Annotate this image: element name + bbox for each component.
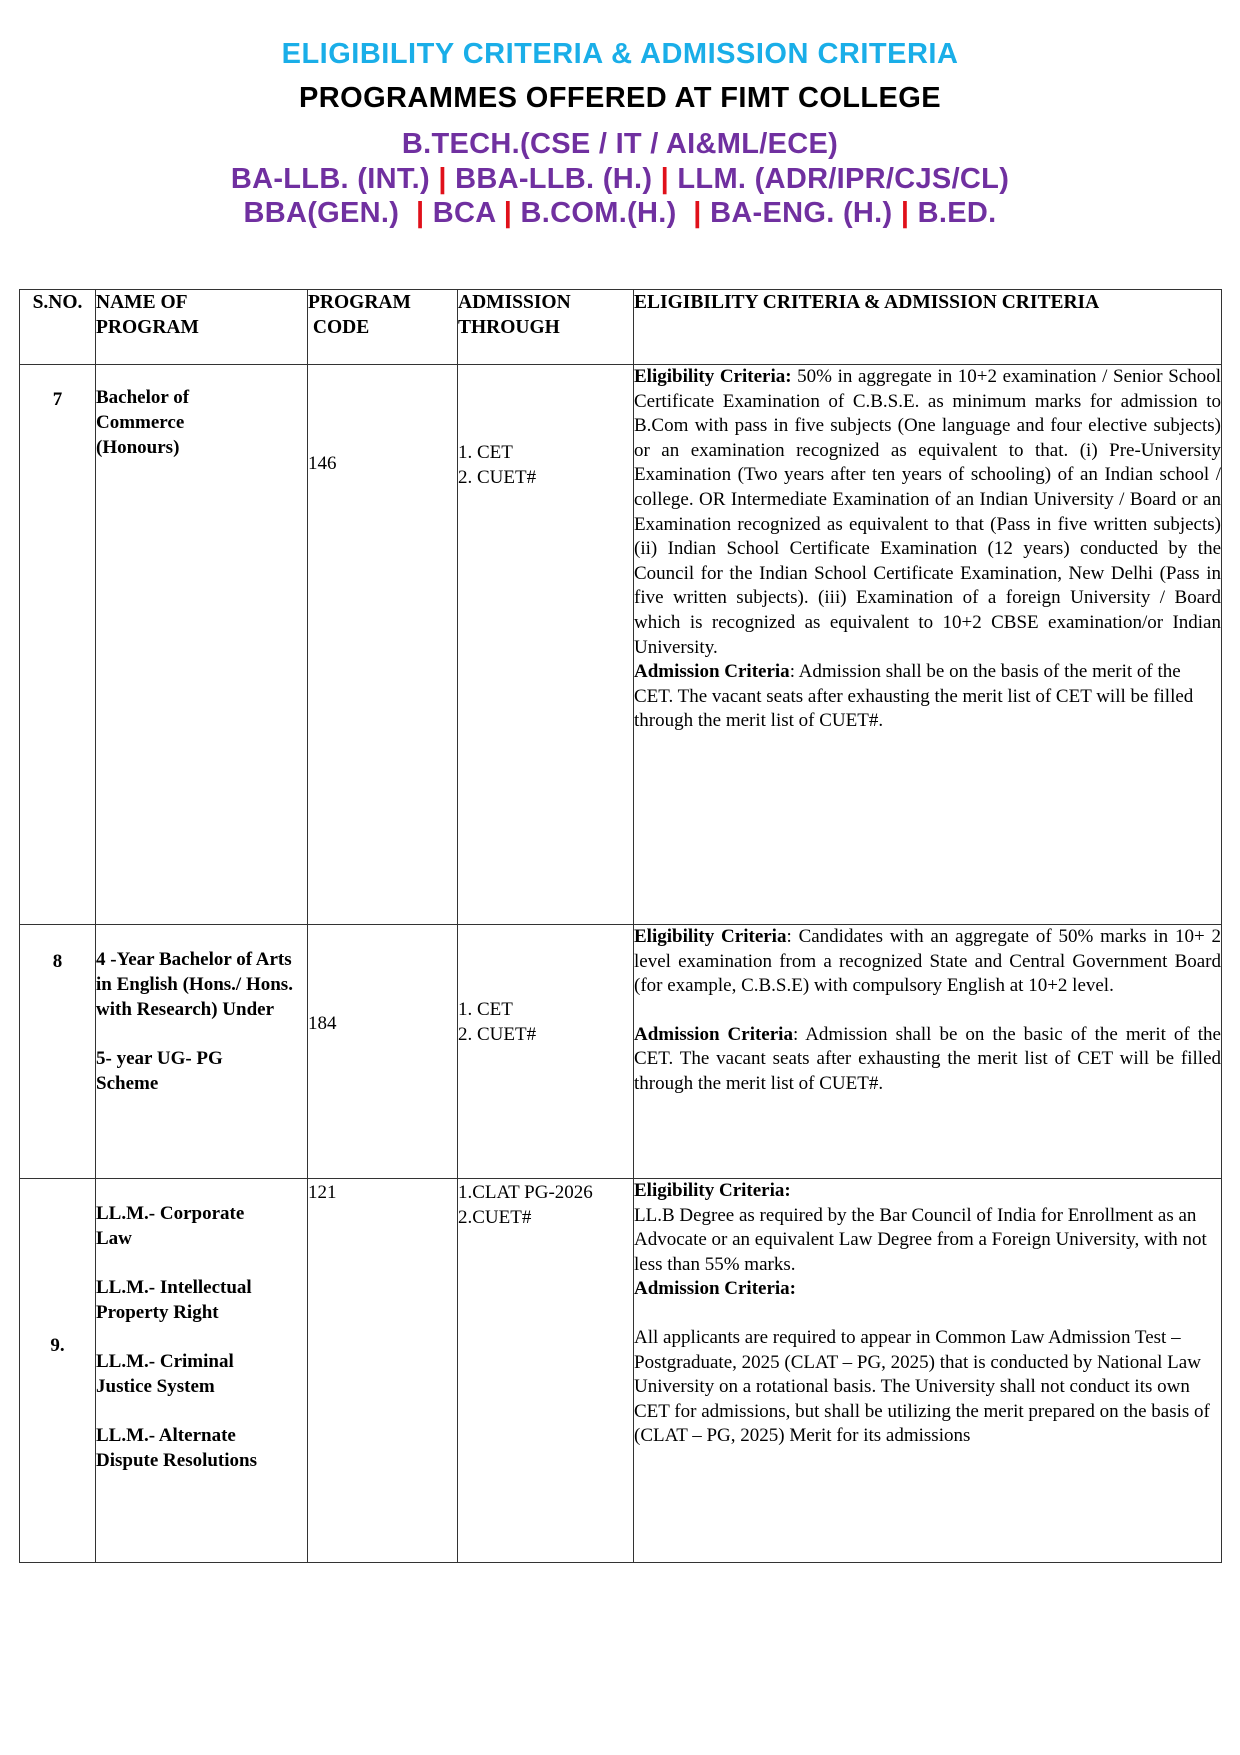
row-admission-through bbox=[458, 365, 634, 925]
separator: | bbox=[660, 163, 670, 195]
admission-item: 2. CUET# bbox=[458, 1024, 537, 1045]
programmes-line-3 bbox=[0, 197, 1240, 230]
eligibility-text: : Candidates with an aggregate of 50% marks in 10+ 2 level examination from a recognized State and Central Government Board (for example, C.B.S.E) with compulsory English at 10+2 level. bbox=[634, 926, 1221, 997]
program-code: 121 bbox=[308, 1182, 337, 1203]
row-program-code bbox=[308, 1179, 458, 1563]
program-name: LL.M.- Alternate Dispute Resolutions bbox=[96, 1425, 257, 1471]
programme-item: BBA(GEN.) bbox=[243, 197, 416, 229]
separator: | bbox=[438, 163, 447, 195]
eligibility-label: Eligibility Criteria bbox=[634, 926, 787, 947]
document-title: ELIGIBILITY CRITERIA & ADMISSION CRITERIA bbox=[281, 38, 959, 70]
programme-item: BCA bbox=[424, 197, 504, 229]
program-name: LL.M.- Criminal Justice System bbox=[96, 1351, 234, 1397]
row-program-name bbox=[96, 1179, 308, 1563]
sno-value: 7 bbox=[52, 389, 63, 410]
program-code: 146 bbox=[308, 453, 337, 474]
row-program-code bbox=[308, 365, 458, 925]
header-line: ADMISSION bbox=[458, 292, 571, 313]
separator: | bbox=[900, 197, 910, 229]
document-subtitle: PROGRAMMES OFFERED AT FIMT COLLEGE bbox=[299, 82, 941, 114]
admission-item: 1. CET bbox=[458, 999, 513, 1020]
program-name: LL.M.- Corporate Law bbox=[96, 1203, 245, 1249]
eligibility-label: Eligibility Criteria: bbox=[634, 366, 792, 387]
admission-item: 2. CUET# bbox=[458, 467, 537, 488]
table-header-row bbox=[20, 290, 1222, 365]
row-criteria bbox=[634, 925, 1222, 1179]
separator: | bbox=[693, 197, 702, 229]
column-header-code bbox=[308, 290, 458, 365]
eligibility-criteria bbox=[634, 365, 1221, 660]
eligibility-text: 50% in aggregate in 10+2 examination / Senior School Certificate Examination of C.B.S.E. as minimum marks for admission to B.Com with pass in five subjects (One language and four elective subjects) or an examination recognized as equivalent to that. (i) Pre-University Examination (Two years after ten years of schooling) of an Indian school / college. OR Intermediate Examination of an Indian University / Board or an Examination recognized as equivalent to that (Pass in five written subjects) (ii) Indian School Certificate Examination (12 years) conducted by the Council for the Indian School Certificate Examination, New Delhi (Pass in five written subjects). (iii) Examination of a foreign University / Board which is recognized as equivalent to 10+2 CBSE examination/or Indian University. bbox=[634, 366, 1221, 658]
program-name: Bachelor of Commerce (Honours) bbox=[96, 387, 190, 458]
program-name: 5- year UG- PG Scheme bbox=[96, 1048, 223, 1094]
admission-criteria bbox=[634, 1023, 1221, 1097]
programme-item: B.COM.(H.) bbox=[512, 197, 694, 229]
row-sno bbox=[20, 365, 96, 925]
program-name: 4 -Year Bachelor of Arts in English (Hons./ Hons. with Research) Under bbox=[96, 949, 293, 1020]
eligibility-criteria bbox=[634, 925, 1221, 999]
admission-label: Admission Criteria bbox=[634, 661, 790, 683]
programme-item: BA-LLB. (INT.) bbox=[230, 163, 439, 195]
program-code: 184 bbox=[308, 1013, 337, 1034]
header-line: NAME OF bbox=[96, 292, 188, 313]
admission-criteria bbox=[634, 660, 1221, 734]
admission-text: : Admission shall be on the basis of the merit of the CET. The vacant seats after exhausting the merit list of CET will be filled through the merit list of CUET#. bbox=[634, 661, 1194, 732]
programme-item: B.ED. bbox=[909, 197, 997, 229]
column-header-sno: S.NO. bbox=[20, 290, 96, 365]
admission-item: 2.CUET# bbox=[458, 1207, 532, 1228]
row-criteria bbox=[634, 1179, 1222, 1563]
program-name: LL.M.- Intellectual Property Right bbox=[96, 1277, 252, 1323]
separator: | bbox=[415, 197, 425, 229]
programmes-table bbox=[19, 289, 1222, 1563]
eligibility-label: Eligibility Criteria: bbox=[634, 1180, 791, 1201]
admission-text: : Admission shall be on the basic of the merit of the CET. The vacant seats after exhausting the merit list of CET will be filled through the merit list of CUET#. bbox=[634, 1023, 1221, 1094]
row-admission-through bbox=[458, 1179, 634, 1563]
admission-item: 1. CET bbox=[458, 442, 513, 463]
column-header-criteria: ELIGIBILITY CRITERIA & ADMISSION CRITERIA bbox=[634, 290, 1222, 365]
table-row bbox=[20, 365, 1222, 925]
header-line: CODE bbox=[308, 317, 370, 338]
admission-text: All applicants are required to appear in Common Law Admission Test – Postgraduate, 2025 (CLAT – PG, 2025) that is conducted by National Law University on a rotational basis. The University shall not conduct its own CET for admissions, but shall be utilizing the merit prepared on the basis of (CLAT – PG, 2025) Merit for its admissions bbox=[634, 1326, 1210, 1447]
column-header-name bbox=[96, 290, 308, 365]
column-header-admission bbox=[458, 290, 634, 365]
row-program-name bbox=[96, 925, 308, 1179]
row-admission-through bbox=[458, 925, 634, 1179]
header-line: PROGRAM bbox=[308, 292, 411, 313]
admission-item: 1.CLAT PG-2026 bbox=[458, 1182, 593, 1203]
table-row bbox=[20, 1179, 1222, 1563]
programmes-line-2 bbox=[0, 163, 1240, 196]
eligibility-text: LL.B Degree as required by the Bar Council of India for Enrollment as an Advocate or an equivalent Law Degree from a Foreign University, with not less than 55% marks. bbox=[634, 1204, 1207, 1275]
programmes-line-1: B.TECH.(CSE / IT / AI&ML/ECE) bbox=[401, 128, 839, 160]
row-sno bbox=[20, 925, 96, 1179]
table-row bbox=[20, 925, 1222, 1179]
row-program-name bbox=[96, 365, 308, 925]
header-line: THROUGH bbox=[458, 317, 560, 338]
row-sno bbox=[20, 1179, 96, 1563]
sno-value: 8 bbox=[52, 951, 63, 972]
programme-item: BA-ENG. (H.) bbox=[701, 197, 901, 229]
header-line: PROGRAM bbox=[96, 317, 199, 338]
row-criteria bbox=[634, 365, 1222, 925]
programme-item: LLM. (ADR/IPR/CJS/CL) bbox=[669, 163, 1010, 195]
admission-label: Admission Criteria bbox=[634, 1023, 793, 1045]
programme-item: BBA-LLB. (H.) bbox=[446, 163, 661, 195]
row-program-code bbox=[308, 925, 458, 1179]
separator: | bbox=[503, 197, 513, 229]
admission-label: Admission Criteria: bbox=[634, 1278, 797, 1300]
sno-value: 9. bbox=[50, 1334, 65, 1356]
